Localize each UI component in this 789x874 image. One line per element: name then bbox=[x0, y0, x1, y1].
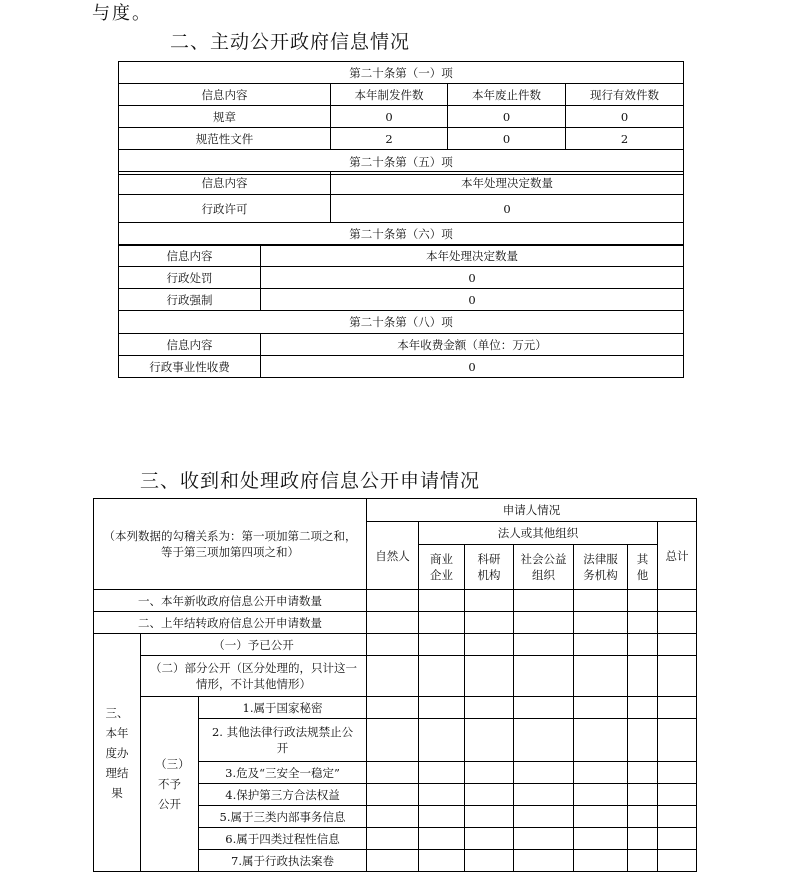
cell-value bbox=[465, 612, 514, 634]
art20-5-table bbox=[118, 171, 684, 246]
cell-value bbox=[658, 806, 697, 828]
cell-value bbox=[658, 784, 697, 806]
legal-col-header: 法律服务机构 bbox=[574, 545, 628, 590]
column-header: 信息内容 bbox=[119, 84, 331, 106]
column-header: 本年处理决定数量 bbox=[331, 172, 684, 195]
column-header: 信息内容 bbox=[119, 334, 261, 356]
cell-value bbox=[514, 719, 574, 762]
cell-value bbox=[574, 762, 628, 784]
art20-6-table bbox=[118, 244, 684, 378]
legal-col-header: 其他 bbox=[628, 545, 658, 590]
total-header: 总计 bbox=[658, 522, 697, 590]
table-row bbox=[94, 697, 697, 719]
cell-value bbox=[419, 806, 465, 828]
cell-value: 0 bbox=[448, 128, 566, 150]
art20-5-columns-row bbox=[119, 172, 684, 195]
cell-value bbox=[367, 612, 419, 634]
cell-value bbox=[574, 656, 628, 697]
art20-6-columns-row bbox=[119, 245, 684, 267]
row-label: 5.属于三类内部事务信息 bbox=[199, 806, 367, 828]
art20-6-header: 第二十条第（六）项 bbox=[119, 223, 684, 246]
cell-value bbox=[419, 850, 465, 872]
row-label: （二）部分公开（区分处理的，只计这一情形，不计其他情形） bbox=[141, 656, 367, 697]
cell-value bbox=[465, 762, 514, 784]
table-row bbox=[94, 590, 697, 612]
cell-value bbox=[514, 656, 574, 697]
cell-value bbox=[658, 656, 697, 697]
legal-header: 法人或其他组织 bbox=[419, 522, 658, 545]
column-header: 本年制发件数 bbox=[331, 84, 448, 106]
result-group-label: 三、本年度办理结果 bbox=[94, 634, 141, 872]
cell-value bbox=[628, 762, 658, 784]
row-label: 3.危及“三安全一稳定” bbox=[199, 762, 367, 784]
art20-1-header-row bbox=[119, 62, 684, 84]
cell-value bbox=[419, 590, 465, 612]
cell-value bbox=[658, 590, 697, 612]
cell-value: 0 bbox=[261, 289, 684, 311]
art20-1-header: 第二十条第（一）项 bbox=[119, 62, 684, 84]
cell-value bbox=[465, 784, 514, 806]
art20-8-columns-row bbox=[119, 334, 684, 356]
section2-title: 二、主动公开政府信息情况 bbox=[170, 31, 411, 53]
cell-value bbox=[574, 719, 628, 762]
cell-value bbox=[367, 828, 419, 850]
cell-value: 2 bbox=[331, 128, 448, 150]
cell-value bbox=[514, 590, 574, 612]
cell-value bbox=[628, 806, 658, 828]
cell-value bbox=[367, 590, 419, 612]
cell-value bbox=[574, 590, 628, 612]
column-header: 现行有效件数 bbox=[566, 84, 684, 106]
cell-value bbox=[514, 697, 574, 719]
cell-value: 0 bbox=[566, 106, 684, 128]
legal-col-header: 商业企业 bbox=[419, 545, 465, 590]
row-label: 7.属于行政执法案卷 bbox=[199, 850, 367, 872]
cell-value bbox=[514, 612, 574, 634]
applicant-header: 申请人情况 bbox=[367, 499, 697, 522]
row-label: 规范性文件 bbox=[119, 128, 331, 150]
cell-value bbox=[514, 634, 574, 656]
cell-value bbox=[367, 656, 419, 697]
cell-value bbox=[465, 656, 514, 697]
row-label: 1.属于国家秘密 bbox=[199, 697, 367, 719]
column-header: 本年废止件数 bbox=[448, 84, 566, 106]
cell-value bbox=[628, 719, 658, 762]
cell-value: 2 bbox=[566, 128, 684, 150]
cell-value bbox=[514, 828, 574, 850]
cell-value bbox=[574, 634, 628, 656]
natural-person-header: 自然人 bbox=[367, 522, 419, 590]
row-label: 2. 其他法律行政法规禁止公开 bbox=[199, 719, 367, 762]
cell-value bbox=[628, 850, 658, 872]
cell-value bbox=[628, 612, 658, 634]
row-label: 规章 bbox=[119, 106, 331, 128]
cell-value bbox=[367, 850, 419, 872]
cell-value bbox=[628, 697, 658, 719]
cell-value bbox=[574, 784, 628, 806]
art20-8-header: 第二十条第（八）项 bbox=[119, 311, 684, 334]
row-label: 行政事业性收费 bbox=[119, 356, 261, 378]
art20-5-header: 第二十条第（五）项 bbox=[119, 150, 684, 175]
cell-value bbox=[514, 762, 574, 784]
cell-value bbox=[419, 828, 465, 850]
row-label: 一、本年新收政府信息公开申请数量 bbox=[94, 590, 367, 612]
table-row bbox=[94, 634, 697, 656]
table-row bbox=[119, 106, 684, 128]
row-label: 行政强制 bbox=[119, 289, 261, 311]
table-row bbox=[119, 289, 684, 311]
cell-value bbox=[367, 634, 419, 656]
row-label: 行政处罚 bbox=[119, 267, 261, 289]
art20-6-header-row bbox=[119, 223, 684, 246]
cell-value bbox=[628, 656, 658, 697]
header-row-1 bbox=[94, 499, 697, 522]
cell-value bbox=[574, 612, 628, 634]
intro-fragment: 与度。 bbox=[92, 3, 152, 24]
column-header: 本年处理决定数量 bbox=[261, 245, 684, 267]
cell-value bbox=[628, 634, 658, 656]
table-row bbox=[94, 612, 697, 634]
cell-value bbox=[514, 784, 574, 806]
cell-value bbox=[419, 784, 465, 806]
cell-value bbox=[419, 656, 465, 697]
note-cell: （本列数据的勾稽关系为：第一项加第二项之和，等于第三项加第四项之和） bbox=[94, 499, 367, 590]
table-row bbox=[119, 195, 684, 223]
cell-value bbox=[574, 806, 628, 828]
table-row bbox=[94, 656, 697, 697]
cell-value bbox=[419, 762, 465, 784]
cell-value bbox=[465, 806, 514, 828]
cell-value: 0 bbox=[331, 106, 448, 128]
withheld-group-label: （三）不予公开 bbox=[141, 697, 199, 872]
table-row bbox=[119, 128, 684, 150]
column-header: 本年收费金额（单位：万元） bbox=[261, 334, 684, 356]
cell-value bbox=[465, 828, 514, 850]
cell-value: 0 bbox=[448, 106, 566, 128]
cell-value bbox=[367, 762, 419, 784]
cell-value bbox=[465, 719, 514, 762]
cell-value bbox=[465, 850, 514, 872]
cell-value bbox=[574, 697, 628, 719]
legal-col-header: 科研机构 bbox=[465, 545, 514, 590]
cell-value bbox=[367, 784, 419, 806]
cell-value bbox=[658, 719, 697, 762]
cell-value bbox=[514, 806, 574, 828]
cell-value: 0 bbox=[261, 267, 684, 289]
cell-value bbox=[465, 590, 514, 612]
cell-value: 0 bbox=[331, 195, 684, 223]
cell-value bbox=[658, 612, 697, 634]
row-label: （一）予已公开 bbox=[141, 634, 367, 656]
row-label: 6.属于四类过程性信息 bbox=[199, 828, 367, 850]
table-row bbox=[119, 267, 684, 289]
cell-value bbox=[628, 784, 658, 806]
cell-value bbox=[419, 697, 465, 719]
cell-value bbox=[574, 850, 628, 872]
application-table bbox=[93, 498, 697, 872]
cell-value bbox=[465, 697, 514, 719]
row-label: 4.保护第三方合法权益 bbox=[199, 784, 367, 806]
cell-value bbox=[514, 850, 574, 872]
table-row bbox=[119, 356, 684, 378]
row-label: 二、上年结转政府信息公开申请数量 bbox=[94, 612, 367, 634]
column-header: 信息内容 bbox=[119, 172, 331, 195]
column-header: 信息内容 bbox=[119, 245, 261, 267]
cell-value: 0 bbox=[261, 356, 684, 378]
cell-value bbox=[367, 719, 419, 762]
cell-value bbox=[628, 828, 658, 850]
cell-value bbox=[419, 612, 465, 634]
cell-value bbox=[367, 806, 419, 828]
cell-value bbox=[574, 828, 628, 850]
row-label: 行政许可 bbox=[119, 195, 331, 223]
art20-8-header-row bbox=[119, 311, 684, 334]
cell-value bbox=[628, 590, 658, 612]
cell-value bbox=[465, 634, 514, 656]
cell-value bbox=[419, 634, 465, 656]
section3-title: 三、收到和处理政府信息公开申请情况 bbox=[140, 470, 481, 492]
cell-value bbox=[658, 850, 697, 872]
cell-value bbox=[367, 697, 419, 719]
proactive-disclosure-table bbox=[118, 61, 684, 175]
cell-value bbox=[419, 719, 465, 762]
legal-col-header: 社会公益组织 bbox=[514, 545, 574, 590]
cell-value bbox=[658, 828, 697, 850]
cell-value bbox=[658, 762, 697, 784]
cell-value bbox=[658, 634, 697, 656]
cell-value bbox=[658, 697, 697, 719]
art20-1-columns-row bbox=[119, 84, 684, 106]
